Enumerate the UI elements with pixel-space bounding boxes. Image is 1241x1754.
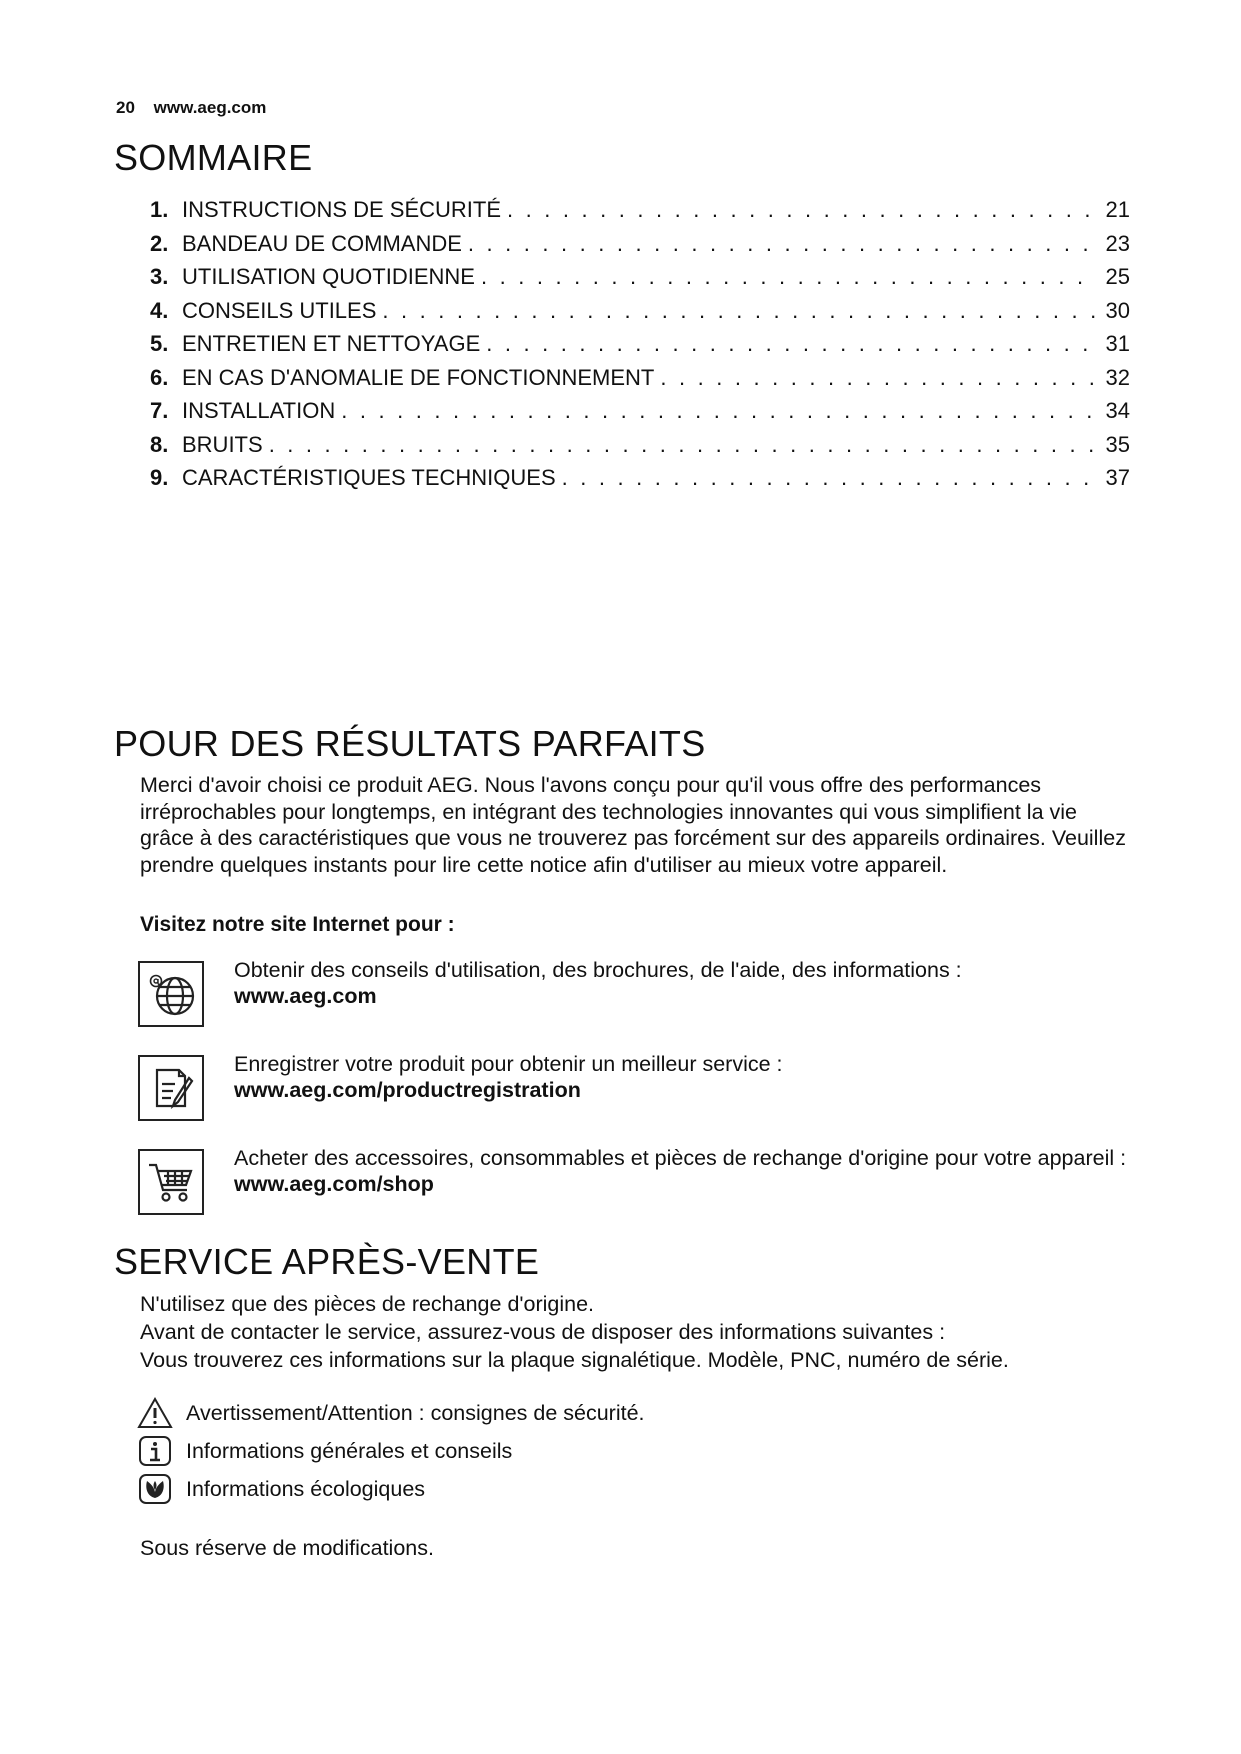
after-sales-title: SERVICE APRÈS-VENTE <box>114 1241 540 1282</box>
toc-leader-dots <box>341 398 1096 424</box>
toc-item-page: 32 <box>1105 364 1130 390</box>
toc-item-number: 2. <box>150 230 169 256</box>
eco-icon <box>136 1472 174 1506</box>
toc-item[interactable] <box>150 331 1130 365</box>
after-sales-line: Avant de contacter le service, assurez-vous de disposer des informations suivantes : <box>140 1320 946 1344</box>
service-link[interactable]: www.aeg.com/productregistration <box>234 1078 581 1102</box>
toc-leader-dots <box>269 432 1096 458</box>
toc-item-title: BRUITS <box>182 431 263 457</box>
toc-item-number: 5. <box>150 331 169 356</box>
toc-leader-dots <box>562 465 1096 491</box>
toc-item[interactable] <box>150 398 1130 432</box>
legend-text: Informations écologiques <box>186 1476 426 1501</box>
results-title: POUR DES RÉSULTATS PARFAITS <box>114 723 706 764</box>
legend-item-eco <box>136 1472 425 1506</box>
toc-item-number: 4. <box>150 297 169 323</box>
toc-item-title: EN CAS D'ANOMALIE DE FONCTIONNEMENT <box>182 364 655 390</box>
legend-item-info <box>136 1434 512 1468</box>
toc-item[interactable] <box>150 432 1130 466</box>
intro-paragraph: Merci d'avoir choisi ce produit AEG. Nous l'avons conçu pour qu'il vous offre des performances irréprochables pour longtemps, en intégrant des technologies innovantes qui vous simplifient la vie grâce à des caractéristiques que vous ne trouverez pas forcément sur des appareils ordinaires. Veuillez prendre quelques instants pour lire cette notice afin d'utiliser au mieux votre appareil. <box>140 773 1126 877</box>
toc-item-page: 37 <box>1105 465 1130 490</box>
toc-item-number: 1. <box>150 197 169 222</box>
toc-item-page: 25 <box>1105 264 1130 289</box>
service-text: Obtenir des conseils d'utilisation, des brochures, de l'aide, des informations : <box>234 958 962 982</box>
warning-icon <box>136 1396 174 1430</box>
service-item-registration <box>234 1051 1134 1103</box>
toc-leader-dots <box>382 298 1096 324</box>
legend-text: Informations générales et conseils <box>186 1438 513 1463</box>
table-of-contents <box>150 197 1130 499</box>
toc-item-page: 23 <box>1105 230 1130 256</box>
visit-label: Visitez notre site Internet pour : <box>140 913 455 936</box>
toc-item-title: ENTRETIEN ET NETTOYAGE <box>182 331 481 356</box>
toc-leader-dots <box>660 365 1096 391</box>
toc-item[interactable] <box>150 264 1130 298</box>
legend-item-warning <box>136 1396 645 1430</box>
toc-item-number: 7. <box>150 398 169 423</box>
toc-item[interactable] <box>150 197 1130 231</box>
service-link[interactable]: www.aeg.com/shop <box>234 1172 434 1196</box>
toc-leader-dots <box>486 331 1096 357</box>
toc-item-page: 31 <box>1105 331 1130 356</box>
toc-item-number: 9. <box>150 465 169 490</box>
service-item-shop <box>234 1145 1134 1197</box>
toc-item-number: 8. <box>150 431 169 457</box>
toc-item-title: BANDEAU DE COMMANDE <box>182 230 462 256</box>
toc-item-number: 3. <box>150 264 169 289</box>
toc-leader-dots <box>507 197 1096 223</box>
toc-item-page: 35 <box>1105 431 1130 457</box>
toc-item-number: 6. <box>150 364 169 390</box>
service-text: Enregistrer votre produit pour obtenir un meilleur service : <box>234 1052 783 1076</box>
info-icon <box>136 1434 174 1468</box>
after-sales-line: Vous trouverez ces informations sur la plaque signalétique. Modèle, PNC, numéro de série. <box>140 1348 1009 1372</box>
toc-item[interactable] <box>150 465 1130 499</box>
toc-title: SOMMAIRE <box>114 137 313 178</box>
toc-item-page: 21 <box>1105 197 1130 222</box>
toc-leader-dots <box>481 264 1096 290</box>
toc-item-page: 34 <box>1105 398 1130 423</box>
toc-item-title: INSTALLATION <box>182 398 336 423</box>
service-link[interactable]: www.aeg.com <box>234 984 377 1008</box>
toc-item-page: 30 <box>1105 297 1130 323</box>
page-number: 20 <box>116 98 135 117</box>
after-sales-text <box>140 1290 1135 1374</box>
legend-text: Avertissement/Attention : consignes de sécurité. <box>186 1400 645 1425</box>
registration-icon <box>138 1055 204 1121</box>
page-header <box>116 98 266 118</box>
toc-item-title: INSTRUCTIONS DE SÉCURITÉ <box>182 197 502 222</box>
toc-item-title: CONSEILS UTILES <box>182 297 377 323</box>
service-item-info <box>234 957 1134 1009</box>
footer-note: Sous réserve de modifications. <box>140 1536 434 1560</box>
service-text: Acheter des accessoires, consommables et pièces de rechange d'origine pour votre appareil : <box>234 1146 1127 1170</box>
toc-item-title: CARACTÉRISTIQUES TECHNIQUES <box>182 465 556 490</box>
shopping-cart-icon <box>138 1149 204 1215</box>
toc-item[interactable] <box>150 298 1130 332</box>
toc-item[interactable] <box>150 365 1130 399</box>
toc-leader-dots <box>468 231 1096 257</box>
globe-icon <box>138 961 204 1027</box>
header-site-link[interactable]: www.aeg.com <box>153 98 267 117</box>
after-sales-line: N'utilisez que des pièces de rechange d'origine. <box>140 1292 595 1316</box>
toc-item-title: UTILISATION QUOTIDIENNE <box>182 264 475 289</box>
toc-item[interactable] <box>150 231 1130 265</box>
